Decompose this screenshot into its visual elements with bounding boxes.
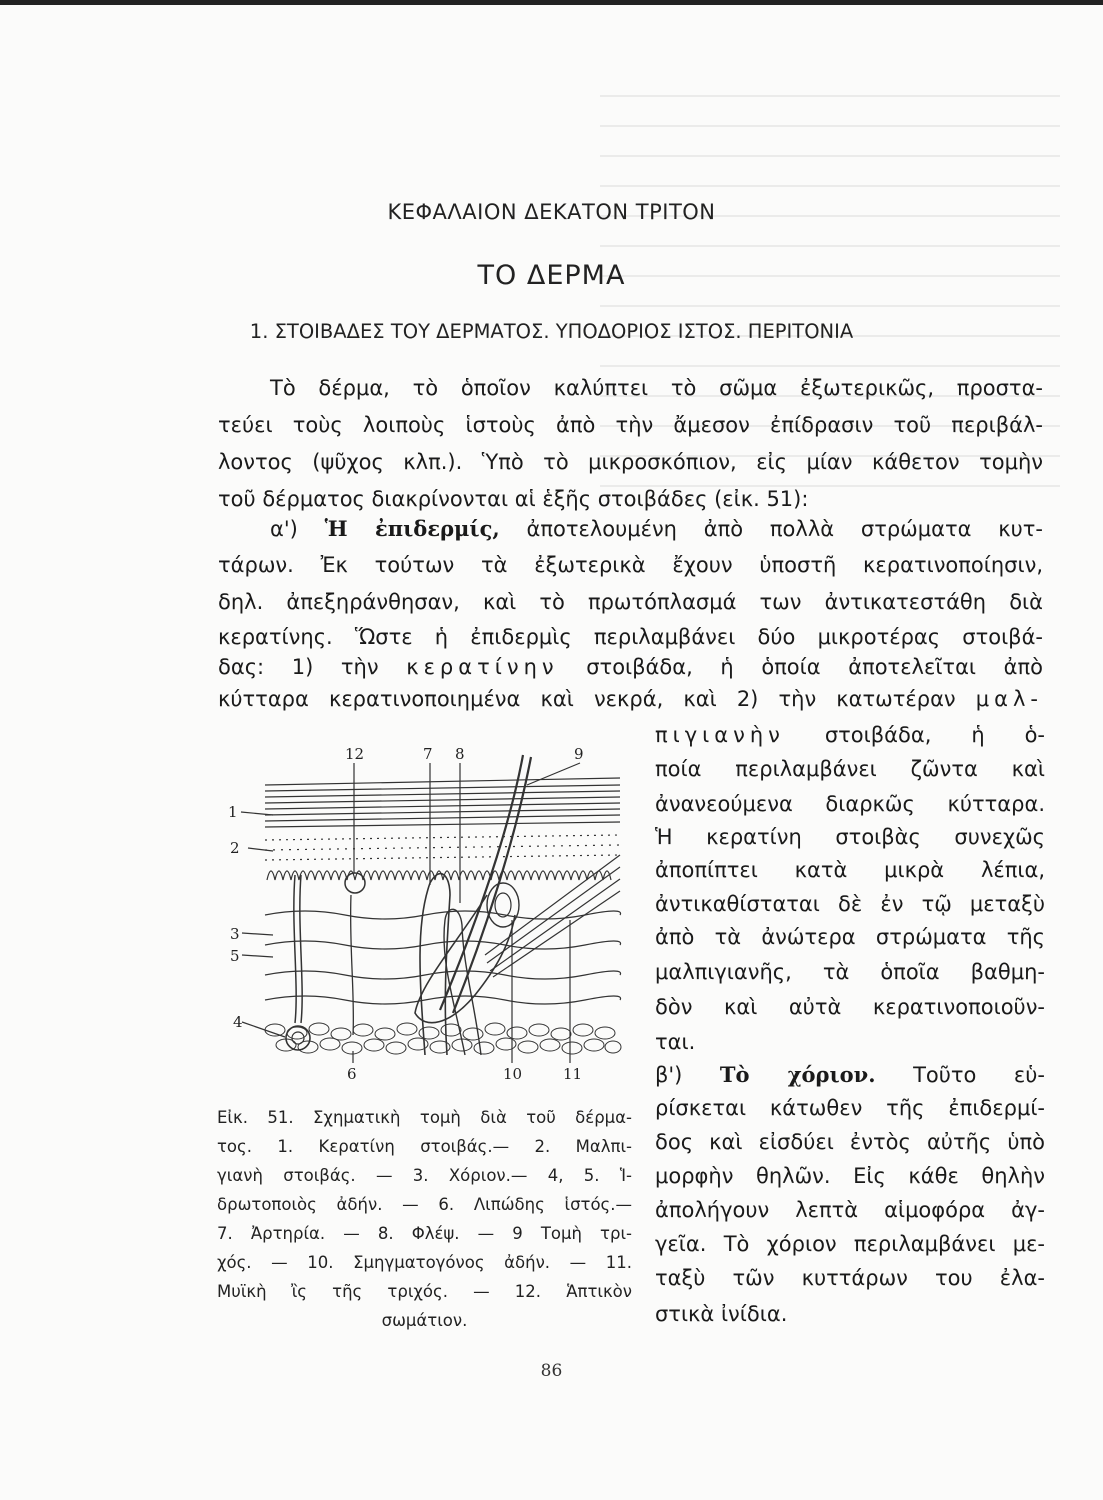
- figure-label: 11: [563, 1065, 583, 1083]
- caption-line: Εἰκ. 51. Σχηματικὴ τομὴ διὰ τοῦ δέρμα-: [217, 1108, 632, 1127]
- page-number: 86: [540, 1361, 563, 1381]
- text-segment: ἀποτελουμένη ἀπὸ πολλὰ στρώματα κυτ-: [526, 517, 1043, 541]
- text-line: δος καὶ εἰσδύει ἐντὸς αὐτῆς ὑπὸ: [655, 1130, 1045, 1154]
- text-segment: κύτταρα κερατινοποιημένα καὶ νεκρά, καὶ 2) τὴν κατωτέραν: [218, 687, 956, 711]
- text-segment: στοιβάδα, ἡ ὁποία ἀποτελεῖται ἀπὸ: [586, 655, 1043, 679]
- figure-label: 10: [503, 1065, 523, 1083]
- text-line: δηλ. ἀπεξηράνθησαν, καὶ τὸ πρωτόπλασμά των ἀντικατεστάθη διὰ: [218, 590, 1043, 614]
- spaced-term: μαλ-: [975, 687, 1043, 711]
- figure-label: 8: [455, 745, 465, 763]
- text-line: ται.: [655, 1030, 696, 1054]
- caption-line: 7. Ἀρτηρία. — 8. Φλέψ. — 9 Τομὴ τρι-: [217, 1224, 632, 1243]
- figure-label: 6: [347, 1065, 357, 1083]
- figure-label: 9: [574, 745, 584, 763]
- list-marker: β'): [655, 1063, 683, 1087]
- text-line: ρίσκεται κάτωθεν τῆς ἐπιδερμί-: [655, 1096, 1045, 1120]
- text-segment: στοιβάδα, ἡ ὁ-: [824, 723, 1045, 747]
- list-marker: α'): [270, 517, 298, 541]
- spaced-term: κερατίνην: [406, 655, 559, 679]
- skin-section-figure: [225, 745, 630, 1090]
- figure-label: 12: [345, 745, 365, 763]
- caption-line: χός. — 10. Σμηγματογόνος ἀδήν. — 11.: [217, 1253, 632, 1272]
- skin-diagram: [225, 745, 630, 1090]
- term-dermis: Τὸ χόριον.: [719, 1062, 876, 1087]
- text-line: ταξὺ τῶν κυττάρων του ἐλα-: [655, 1266, 1045, 1290]
- chapter-heading: ΚΕΦΑΛΑΙΟΝ ΔΕΚΑΤΟΝ ΤΡΙΤΟΝ: [387, 200, 716, 224]
- text-line: γεῖα. Τὸ χόριον περιλαμβάνει με-: [655, 1232, 1045, 1256]
- text-line: ἀνανεούμενα διαρκῶς κύτταρα.: [655, 792, 1045, 816]
- text-line: τεύει τοὺς λοιποὺς ἱστοὺς ἀπὸ τὴν ἄμεσον ἐπίδρασιν τοῦ περιβάλ-: [218, 413, 1043, 437]
- figure-label: 2: [230, 839, 240, 857]
- text-line: τάρων. Ἐκ τούτων τὰ ἐξωτερικὰ ἔχουν ὑποστῆ κερατινοποίησιν,: [218, 553, 1043, 577]
- text-line: ἀντικαθίσταται δὲ ἐν τῷ μεταξὺ: [655, 892, 1045, 916]
- figure-label: 7: [423, 745, 433, 763]
- text-line: ποία περιλαμβάνει ζῶντα καὶ: [655, 757, 1045, 781]
- term-epidermis: Ἡ ἐπιδερμίς,: [324, 516, 500, 541]
- text-line: μορφὴν θηλῶν. Εἰς κάθε θηλὴν: [655, 1164, 1045, 1188]
- text-line: ἀπὸ τὰ ἀνώτερα στρώματα τῆς: [655, 925, 1045, 949]
- section-heading: 1. ΣΤΟΙΒΑΔΕΣ ΤΟΥ ΔΕΡΜΑΤΟΣ. ΥΠΟΔΟΡΙΟΣ ΙΣΤΟΣ. ΠΕΡΙΤΟΝΙΑ: [249, 320, 854, 343]
- caption-line: τος. 1. Κερατίνη στοιβάς.— 2. Μαλπι-: [217, 1137, 632, 1156]
- text-segment: Τοῦτο εὑ-: [913, 1063, 1045, 1087]
- text-line: Ἡ κερατίνη στοιβὰς συνεχῶς: [655, 825, 1045, 849]
- text-line: μαλπιγιανῆς, τὰ ὁποῖα βαθμη-: [655, 960, 1045, 984]
- figure-label: 4: [233, 1013, 243, 1031]
- page-title: ΤΟ ΔΕΡΜΑ: [477, 260, 626, 291]
- text-line: ἀποπίπτει κατὰ μικρὰ λέπια,: [655, 858, 1045, 882]
- text-line: [218, 655, 1043, 679]
- text-line: [655, 723, 1045, 747]
- caption-line: Μυϊκὴ ἲς τῆς τριχός. — 12. Ἁπτικὸν: [217, 1282, 632, 1301]
- text-line: [655, 1062, 1045, 1087]
- page-top-border: [0, 0, 1103, 5]
- text-line: λοντος (ψῦχος κλπ.). Ὑπὸ τὸ μικροσκόπιον, εἰς μίαν κάθετον τομὴν: [218, 450, 1043, 474]
- text-line: [218, 687, 1043, 711]
- text-line: Τὸ δέρμα, τὸ ὁποῖον καλύπτει τὸ σῶμα ἐξωτερικῶς, προστα-: [270, 376, 1043, 400]
- caption-line: γιανὴ στοιβάς. — 3. Χόριον.— 4, 5. Ἱ-: [217, 1166, 632, 1185]
- spaced-term: πιγιανὴν: [655, 723, 785, 747]
- figure-label: 5: [230, 947, 240, 965]
- text-segment: δας: 1) τὴν: [218, 655, 379, 679]
- text-line: κερατίνης. Ὥστε ἡ ἐπιδερμὶς περιλαμβάνει δύο μικροτέρας στοιβά-: [218, 625, 1043, 649]
- text-line: ἀπολήγουν λεπτὰ αἱμοφόρα ἀγ-: [655, 1198, 1045, 1222]
- text-line: [270, 516, 1043, 541]
- text-line: στικὰ ἰνίδια.: [655, 1302, 788, 1326]
- text-line: δὸν καὶ αὐτὰ κερατινοποιοῦν-: [655, 995, 1045, 1019]
- figure-label: 3: [230, 925, 240, 943]
- text-line: τοῦ δέρματος διακρίνονται αἱ ἑξῆς στοιβάδες (εἰκ. 51):: [218, 487, 809, 511]
- figure-label: 1: [228, 803, 238, 821]
- caption-line: δρωτοποιὸς ἀδήν. — 6. Λιπώδης ἱστός.—: [217, 1195, 632, 1214]
- caption-line: σωμάτιον.: [381, 1311, 468, 1330]
